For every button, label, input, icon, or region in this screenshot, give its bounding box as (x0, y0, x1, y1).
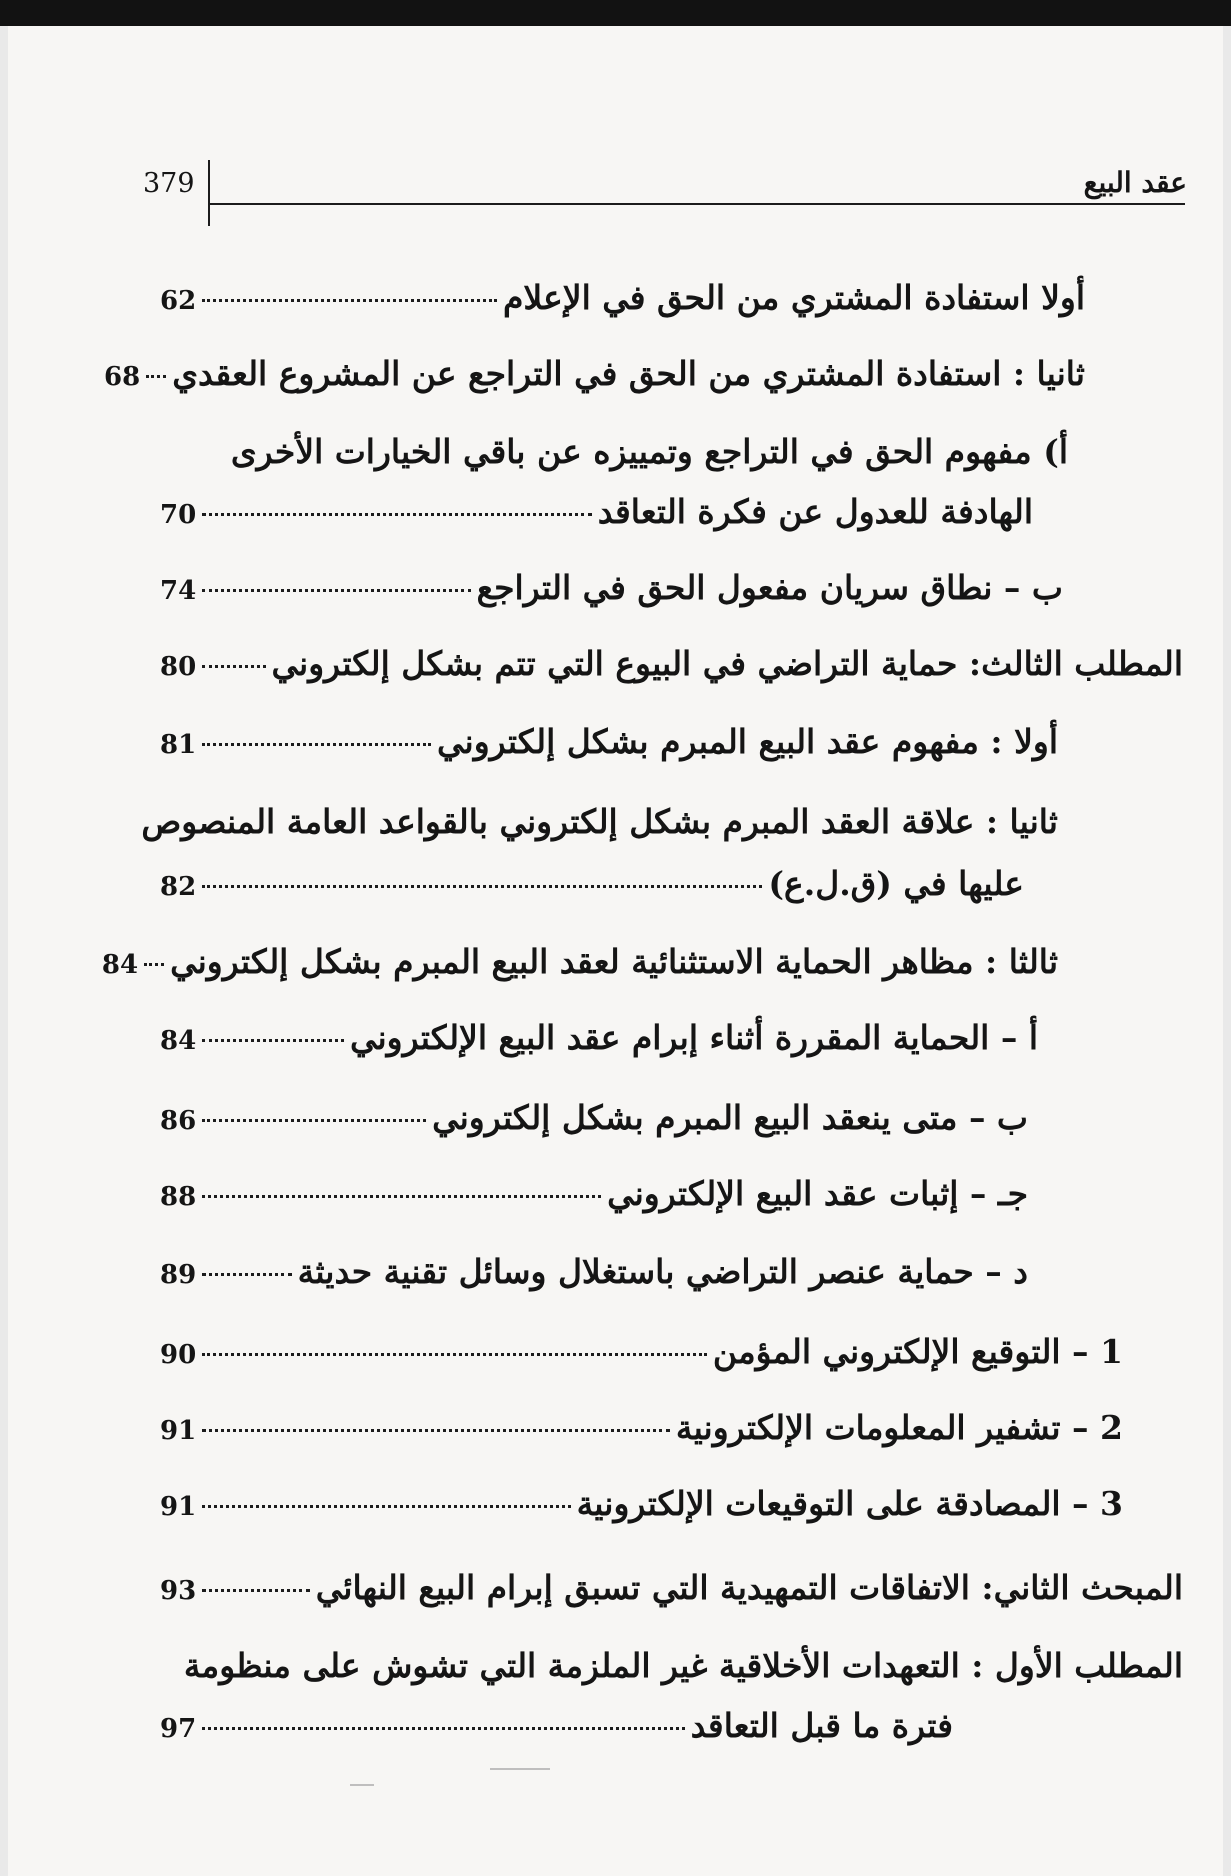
toc-entry-title: أولا : مفهوم عقد البيع المبرم بشكل إلكتروني (437, 722, 1058, 761)
toc-entry (160, 1096, 1028, 1140)
book-title: عقد البيع (1083, 166, 1187, 199)
toc-entry-continuation (160, 490, 1033, 534)
toc-entry-page: 91 (160, 1416, 197, 1446)
toc-entry-title: جـ – إثبات عقد البيع الإلكتروني (607, 1174, 1028, 1213)
toc-entry-title: ثانيا : استفادة المشتري من الحق في التراجع عن المشروع العقدي (172, 354, 1085, 393)
scan-smudge (490, 1768, 550, 1770)
toc-entry-title: 3 – المصادقة على التوقيعات الإلكترونية (576, 1484, 1123, 1523)
toc-entry-page: 90 (160, 1340, 197, 1370)
toc-entry (160, 1250, 1028, 1294)
toc-entry-title: المبحث الثاني: الاتفاقات التمهيدية التي تسبق إبرام البيع النهائي (315, 1568, 1183, 1607)
dot-leader (202, 1589, 310, 1592)
toc-entry-title: 1 – التوقيع الإلكتروني المؤمن (712, 1332, 1123, 1371)
toc-entry-title: ب – نطاق سريان مفعول الحق في التراجع (476, 568, 1063, 607)
toc-entry-title: ثانيا : علاقة العقد المبرم بشكل إلكتروني بالقواعد العامة المنصوص (141, 802, 1058, 841)
toc-entry (160, 1330, 1123, 1374)
toc-entry-page: 88 (160, 1182, 197, 1212)
toc-entry-page: 84 (160, 1026, 197, 1056)
dot-leader (202, 1429, 670, 1432)
toc-entry-page: 62 (160, 286, 197, 316)
toc-entry-title: 2 – تشفير المعلومات الإلكترونية (675, 1408, 1123, 1447)
toc-entry (160, 1172, 1028, 1216)
toc-entry-title: أولا استفادة المشتري من الحق في الإعلام (502, 278, 1085, 317)
toc-entry-page: 84 (101, 950, 139, 980)
toc-entry (160, 276, 1085, 320)
toc-entry-page: 89 (160, 1260, 197, 1290)
toc-entry (160, 642, 1183, 686)
toc-entry-page: 86 (160, 1106, 197, 1136)
toc-entry-continuation (160, 1704, 953, 1748)
toc-entry-page: 93 (160, 1576, 197, 1606)
dot-leader (202, 1727, 684, 1730)
toc-entry-title: المطلب الثالث: حماية التراضي في البيوع التي تتم بشكل إلكتروني (271, 644, 1183, 683)
page-number: 379 (143, 168, 195, 199)
dot-leader (202, 743, 431, 746)
toc-entry (141, 800, 1058, 844)
toc-entry (160, 720, 1058, 764)
toc-entry (104, 352, 1085, 396)
dot-leader (202, 1195, 601, 1198)
dot-leader (202, 1039, 344, 1042)
dot-leader (202, 885, 762, 888)
toc-entry (160, 1482, 1123, 1526)
dot-leader (202, 1119, 426, 1122)
toc-entry-page: 80 (160, 652, 197, 682)
toc-entry-title: ثالثا : مظاهر الحماية الاستثنائية لعقد البيع المبرم بشكل إلكتروني (170, 942, 1058, 981)
scan-smudge (350, 1784, 374, 1786)
toc-entry-page: 68 (104, 362, 141, 392)
toc-entry-page: 74 (160, 576, 197, 606)
toc-entry-page: 97 (160, 1714, 197, 1744)
toc-entry (160, 1016, 1038, 1060)
toc-entry (160, 1406, 1123, 1450)
toc-entry-title: ب – متى ينعقد البيع المبرم بشكل إلكتروني (432, 1098, 1028, 1137)
dot-leader (202, 513, 592, 516)
toc-entry-title: الهادفة للعدول عن فكرة التعاقد (597, 492, 1033, 531)
dot-leader (202, 1505, 570, 1508)
toc-entry (231, 430, 1068, 474)
toc-entry-title: أ – الحماية المقررة أثناء إبرام عقد البيع الإلكتروني (349, 1018, 1038, 1057)
dot-leader (202, 1353, 707, 1356)
toc-entry (184, 1644, 1183, 1688)
dot-leader (202, 299, 497, 302)
toc-entry-title: فترة ما قبل التعاقد (690, 1706, 953, 1745)
dot-leader (146, 375, 166, 378)
toc-entry-page: 91 (160, 1492, 197, 1522)
toc-entry-title: د – حماية عنصر التراضي باستغلال وسائل تقنية حديثة (297, 1252, 1028, 1291)
toc-entry-title: المطلب الأول : التعهدات الأخلاقية غير الملزمة التي تشوش على منظومة (183, 1646, 1183, 1685)
toc-entry-continuation (160, 862, 1024, 906)
dot-leader (202, 665, 265, 668)
dot-leader (202, 1273, 291, 1276)
toc-entry-title: عليها في (ق.ل.ع) (768, 864, 1024, 903)
toc-entry (160, 1566, 1183, 1610)
toc-entry-page: 81 (160, 730, 197, 760)
toc-entry (101, 940, 1058, 984)
dot-leader (202, 589, 470, 592)
toc-entry-page: 70 (160, 500, 197, 530)
dot-leader (144, 963, 164, 966)
toc-entry (160, 566, 1063, 610)
toc-entry-page: 82 (160, 872, 197, 902)
toc-entry-title: أ) مفهوم الحق في التراجع وتمييزه عن باقي الخيارات الأخرى (230, 432, 1068, 471)
